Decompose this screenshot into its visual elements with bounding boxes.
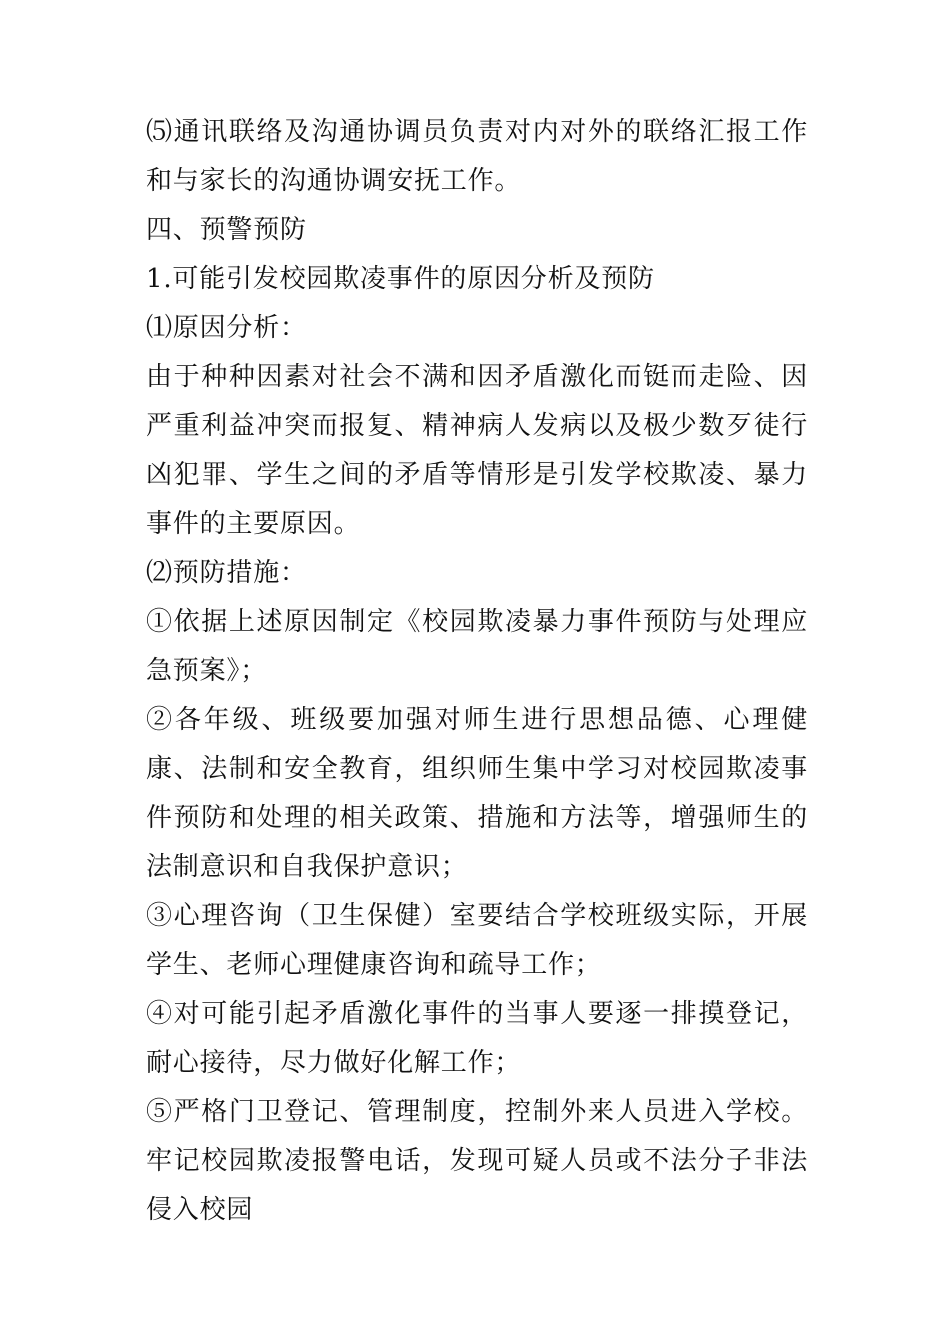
prevention-measures-heading: ⑵预防措施： — [146, 558, 307, 588]
prevention-item-2: ②各年级、班级要加强对师生进行思想品德、心理健康、法制和安全教育，组织师生集中学习对校园欺凌事件预防和处理的相关政策、措施和方法等，增强师生的法制意识和自我保护意识； — [146, 705, 808, 882]
prevention-item-5: ⑤严格门卫登记、管理制度，控制外来人员进入学校。牢记校园欺凌报警电话，发现可疑人员或不法分子非法侵入校园 — [146, 1097, 808, 1225]
prevention-item-3: ③心理咨询（卫生保健）室要结合学校班级实际，开展学生、老师心理健康咨询和疏导工作； — [146, 901, 808, 980]
document-page — [146, 108, 808, 1235]
paragraph-comm-liaison: ⑸通讯联络及沟通协调员负责对内对外的联络汇报工作和与家长的沟通协调安抚工作。 — [146, 117, 808, 196]
cause-analysis-body: 由于种种因素对社会不满和因矛盾激化而铤而走险、因严重利益冲突而报复、精神病人发病以及极少数歹徒行凶犯罪、学生之间的矛盾等情形是引发学校欺凌、暴力事件的主要原因。 — [146, 362, 808, 539]
prevention-item-4: ④对可能引起矛盾激化事件的当事人要逐一排摸登记，耐心接待，尽力做好化解工作； — [146, 999, 808, 1078]
subsection-heading-cause-and-prevention: 1.可能引发校园欺凌事件的原因分析及预防 — [146, 264, 655, 294]
section-heading-warning-prevention: 四、预警预防 — [146, 215, 307, 245]
prevention-item-1: ①依据上述原因制定《校园欺凌暴力事件预防与处理应急预案》； — [146, 607, 808, 686]
cause-analysis-heading: ⑴原因分析： — [146, 313, 307, 343]
